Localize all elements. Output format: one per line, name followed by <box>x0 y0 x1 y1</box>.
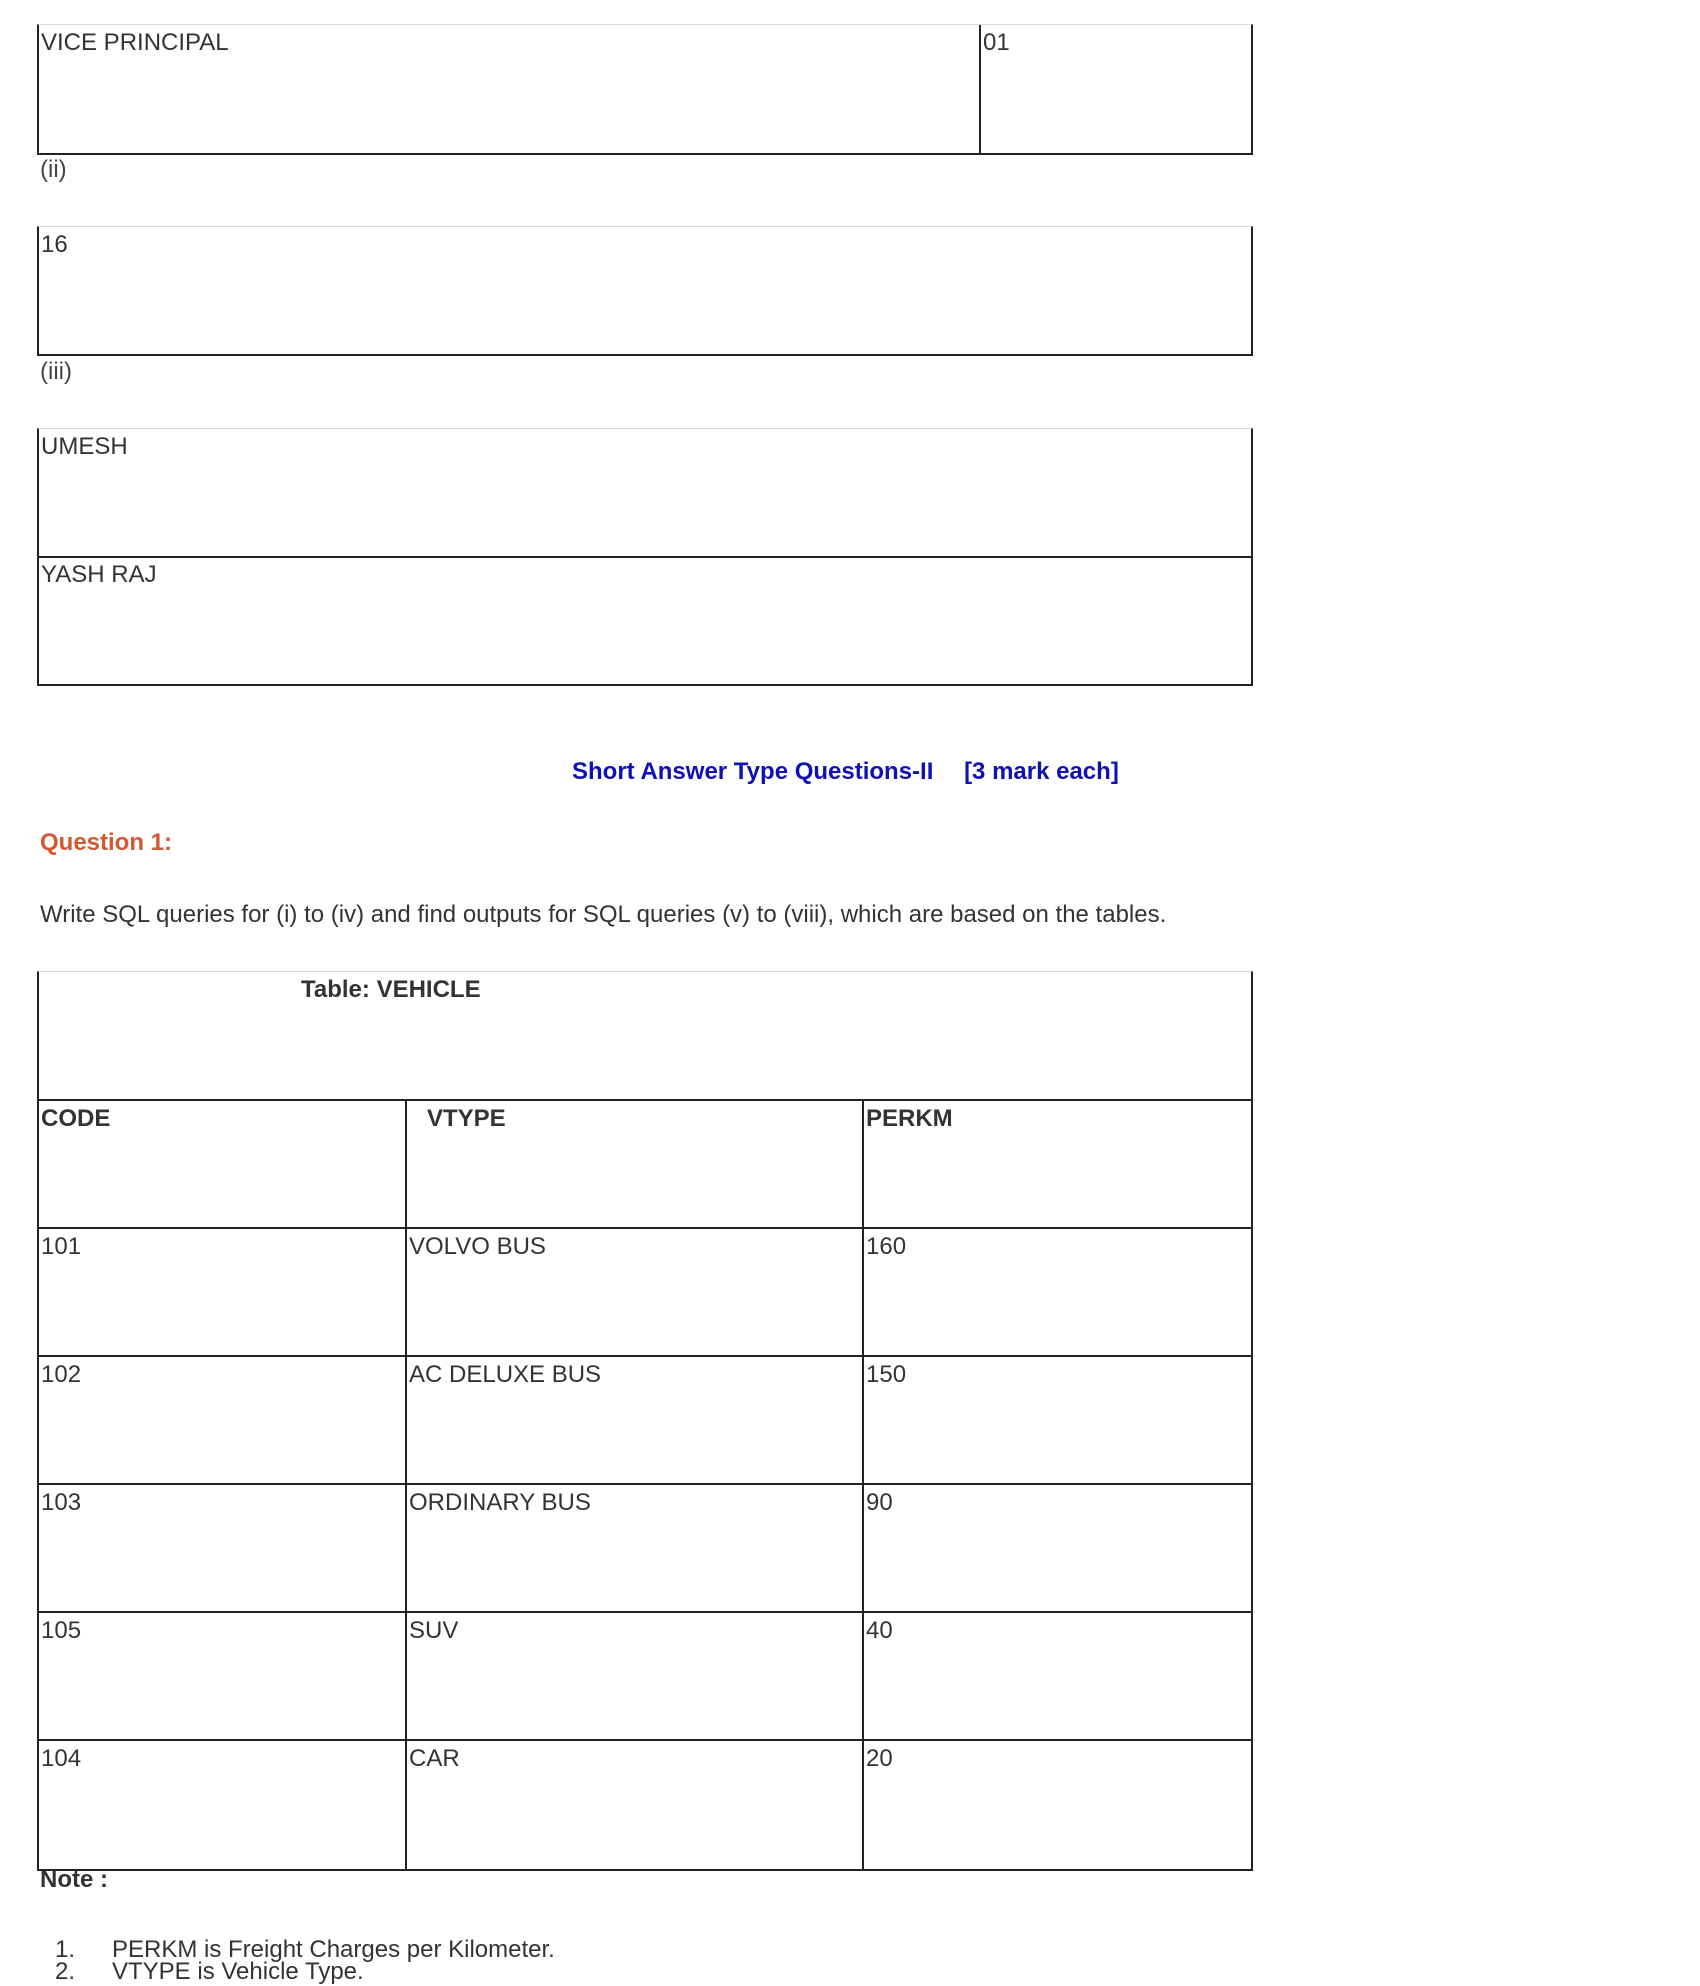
cell-perkm: 40 <box>866 1617 893 1644</box>
answer-iii-table <box>37 428 1253 686</box>
row-line <box>39 1483 1251 1485</box>
question-text: Write SQL queries for (i) to (iv) and find outputs for SQL queries (v) to (viii), which are based on the tables. <box>40 901 1167 928</box>
answer-i-table <box>37 24 1253 155</box>
cell-vtype: SUV <box>409 1617 459 1644</box>
answer-iii-row-2: YASH RAJ <box>41 561 157 588</box>
cell-perkm: 20 <box>866 1745 893 1772</box>
vehicle-table <box>37 971 1253 1871</box>
answer-ii-table <box>37 226 1253 356</box>
note-item-text: VTYPE is Vehicle Type. <box>112 1958 364 1985</box>
answer-iii-row-1: UMESH <box>41 433 128 460</box>
note-item-number: 2. <box>55 1958 76 1985</box>
row-line <box>39 1355 1251 1357</box>
cell-perkm: 160 <box>866 1233 907 1260</box>
note-title: Note : <box>40 1866 108 1893</box>
row-line <box>39 1099 1251 1101</box>
section-title: Short Answer Type Questions-II <box>572 758 934 785</box>
section-marks: [3 mark each] <box>964 758 1119 785</box>
cell-code: 105 <box>41 1617 82 1644</box>
header-vtype: VTYPE <box>427 1105 506 1132</box>
answer-i-cell-designation: VICE PRINCIPAL <box>41 29 229 56</box>
cell-vtype: VOLVO BUS <box>409 1233 546 1260</box>
cell-vtype: CAR <box>409 1745 460 1772</box>
header-code: CODE <box>41 1105 111 1132</box>
answer-ii-cell-value: 16 <box>41 231 68 258</box>
row-line <box>39 1739 1251 1741</box>
answer-i-divider <box>979 25 981 154</box>
question-title: Question 1: <box>40 829 173 856</box>
cell-vtype: AC DELUXE BUS <box>409 1361 602 1388</box>
cell-vtype: ORDINARY BUS <box>409 1489 591 1516</box>
note-item-text: PERKM is Freight Charges per Kilometer. <box>112 1936 555 1963</box>
column-line <box>405 1099 407 1870</box>
cell-perkm: 150 <box>866 1361 907 1388</box>
vehicle-table-caption: Table: VEHICLE <box>301 976 481 1003</box>
header-perkm: PERKM <box>866 1105 953 1132</box>
cell-code: 102 <box>41 1361 82 1388</box>
row-line <box>39 1611 1251 1613</box>
row-line <box>39 1227 1251 1229</box>
cell-perkm: 90 <box>866 1489 893 1516</box>
column-line <box>862 1099 864 1870</box>
answer-i-cell-count: 01 <box>983 29 1010 56</box>
answer-iii-row-divider <box>39 556 1251 558</box>
answer-iii-label: (iii) <box>40 358 72 385</box>
note-item-number: 1. <box>55 1936 76 1963</box>
cell-code: 103 <box>41 1489 82 1516</box>
cell-code: 104 <box>41 1745 82 1772</box>
section-heading <box>572 758 1119 786</box>
cell-code: 101 <box>41 1233 82 1260</box>
answer-ii-label: (ii) <box>40 156 67 183</box>
